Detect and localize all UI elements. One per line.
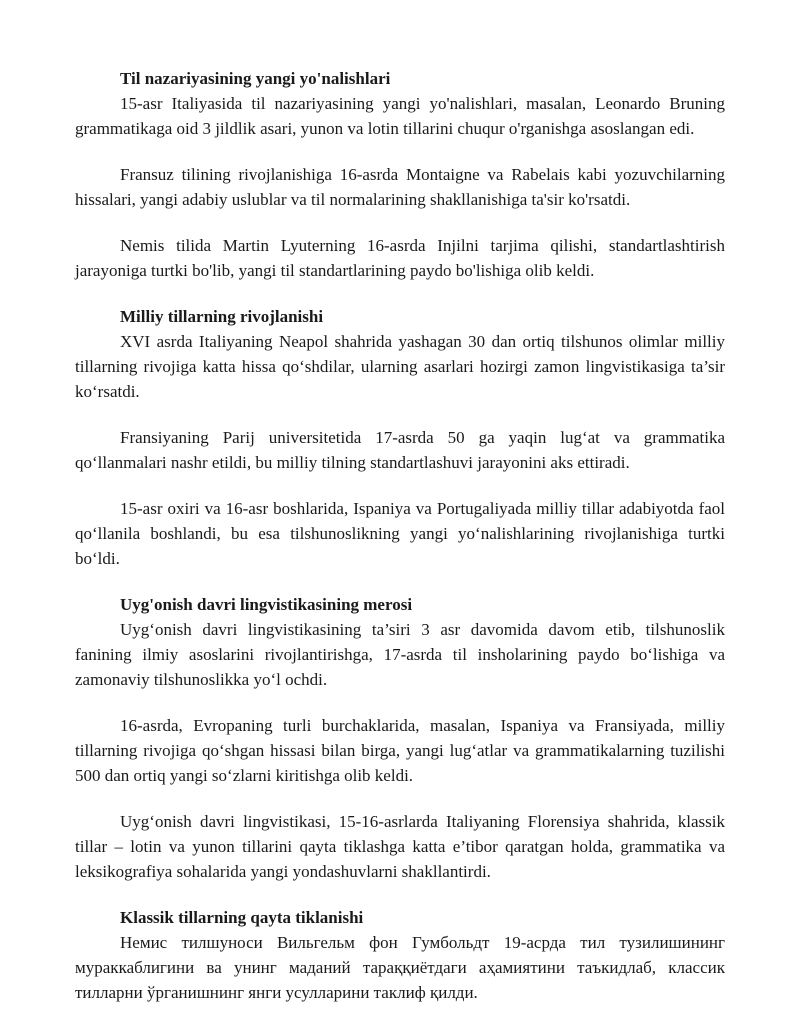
section-klassik-tillar [75,905,725,1005]
paragraph: Fransuz tilining rivojlanishiga 16-asrda Montaigne va Rabelais kabi yozuvchilarning hissalari, yangi adabiy uslublar va til normalarining shakllanishiga ta'sir ko'rsatdi. [75,165,725,209]
section-heading: Uyg'onish davri lingvistikasining merosi [120,595,413,614]
paragraph: 16-asrda, Evropaning turli burchaklarida, masalan, Ispaniya va Fransiyada, milliy tillarning rivojiga qo‘shgan hissasi bilan birga, yangi lug‘atlar va grammatikalarning tuzilishi 500 dan ortiq yangi so‘zlarni kiritishga olib keldi. [75,716,725,785]
section-heading: Til nazariyasining yangi yo'nalishlari [120,69,391,88]
section-heading: Milliy tillarning rivojlanishi [120,307,324,326]
paragraph: 15-asr oxiri va 16-asr boshlarida, Ispaniya va Portugaliyada milliy tillar adabiyotda faol qo‘llanila boshlandi, bu esa tilshunoslikning yangi yo‘nalishlarining rivojlanishiga turtki bo‘ldi. [75,499,725,568]
section-uygonish-merosi [75,592,725,884]
document-page [75,66,725,1026]
paragraph: Uyg‘onish davri lingvistikasining ta’siri 3 asr davomida davom etib, tilshunoslik fanining ilmiy asoslarini rivojlantirishga, 17-asrda til insholarining paydo bo‘lishiga va zamonaviy tilshunoslikka yo‘l ochdi. [75,620,725,689]
paragraph: Nemis tilida Martin Lyuterning 16-asrda Injilni tarjima qilishi, standartlashtirish jarayoniga turtki bo'lib, yangi til standartlarining paydo bo'lishiga olib keldi. [75,236,725,280]
paragraph: 15-asr Italiyasida til nazariyasining yangi yo'nalishlari, masalan, Leonardo Bruning grammatikaga oid 3 jildlik asari, yunon va lotin tillarini chuqur o'rganishga asoslangan edi. [75,94,725,138]
paragraph: Uyg‘onish davri lingvistikasi, 15-16-asrlarda Italiyaning Florensiya shahrida, klassik tillar – lotin va yunon tillarini qayta tiklashga katta e’tibor qaratgan holda, grammatika va leksikografiya sohalarida yangi yondashuvlarni shakllantirdi. [75,812,725,881]
paragraph: Немис тилшуноси Вильгельм фон Гумбольдт 19-асрда тил тузилишининг мураккаблигини ва унинг маданий тараққиётдаги аҳамиятини таъкидлаб, классик тилларни ўрганишнинг янги усулларини таклиф қилди. [75,933,725,1002]
paragraph: XVI asrda Italiyaning Neapol shahrida yashagan 30 dan ortiq tilshunos olimlar milliy tillarning rivojiga katta hissa qo‘shdilar, ularning asarlari hozirgi zamon lingvistikasiga ta’sir ko‘rsatdi. [75,332,725,401]
section-heading: Klassik tillarning qayta tiklanishi [120,908,364,927]
section-milliy-tillar [75,304,725,571]
section-til-nazariyasi [75,66,725,283]
paragraph: Fransiyaning Parij universitetida 17-asrda 50 ga yaqin lug‘at va grammatika qo‘llanmalari nashr etildi, bu milliy tilning standartlashuvi jarayonini aks ettiradi. [75,428,725,472]
